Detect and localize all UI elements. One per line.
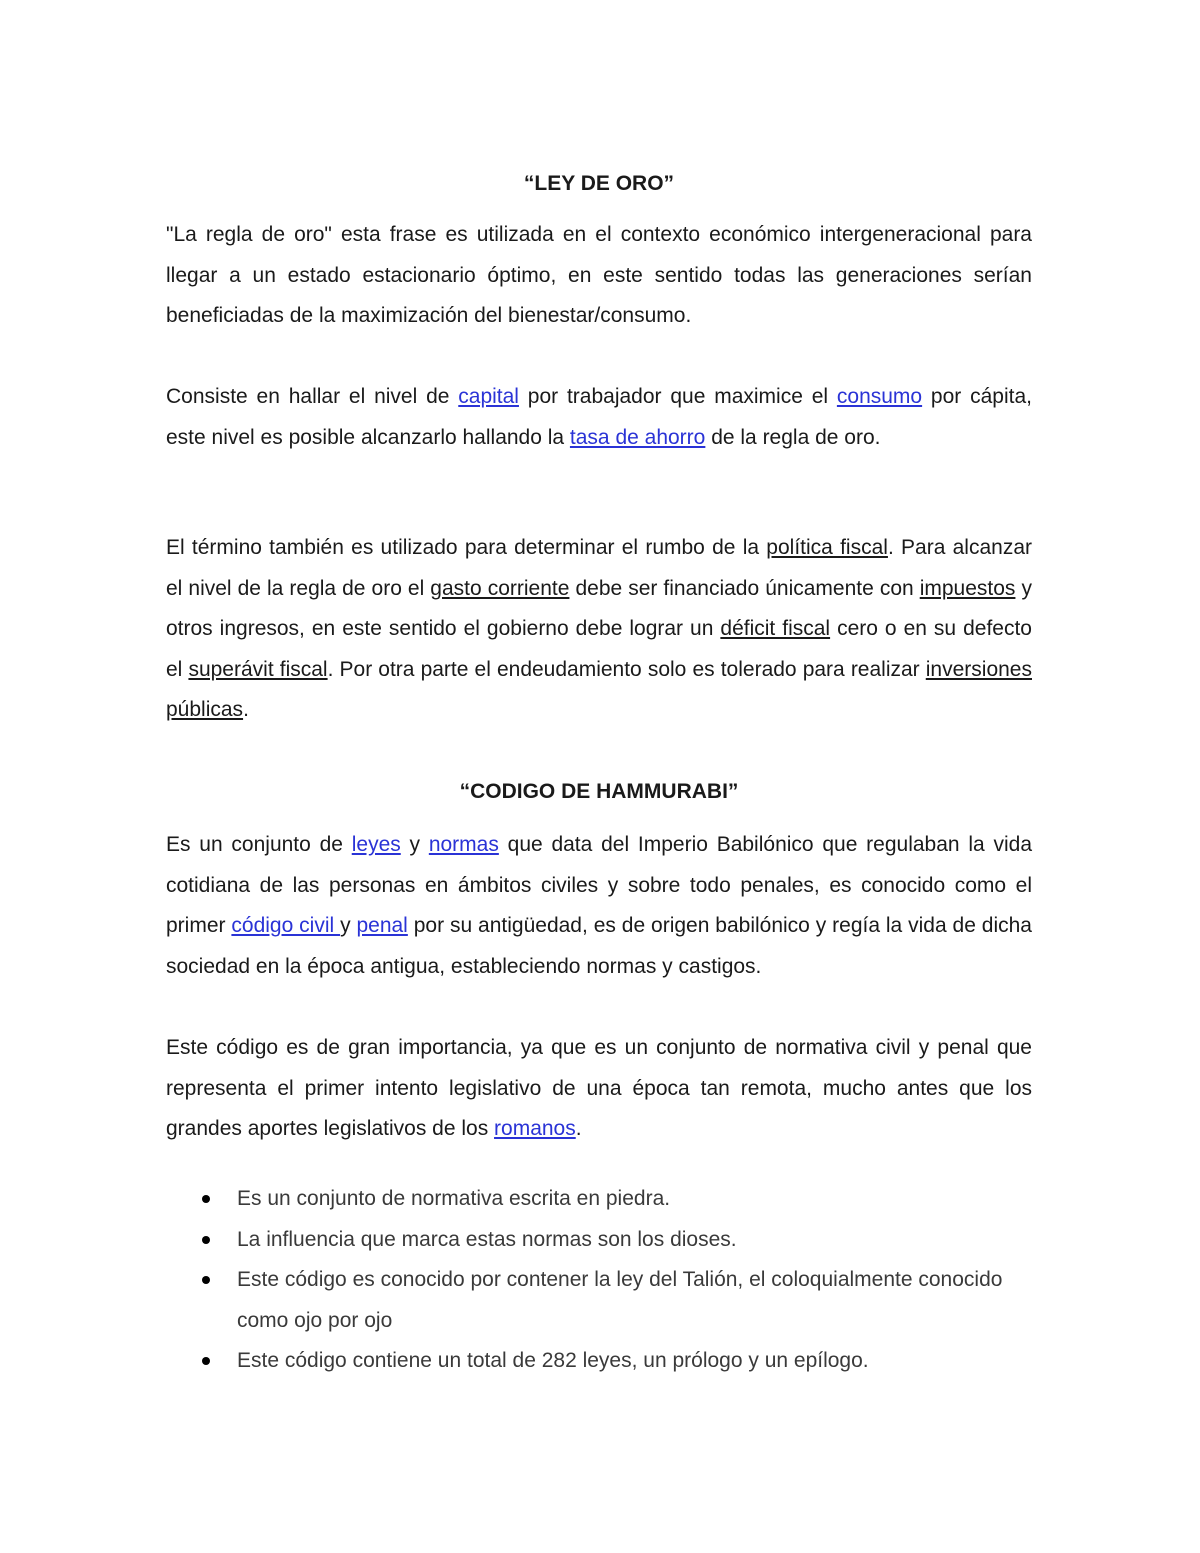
- link-superavit-fiscal[interactable]: superávit fiscal: [188, 657, 328, 681]
- text-run: que data del Imperio Babilónico que regulaban la vida cotidiana de las personas en ámbitos civiles y sobre todo penales, es conocido como el primer: [166, 833, 1033, 938]
- link-normas[interactable]: normas: [428, 833, 499, 856]
- list-item-text: Este código contiene un total de 282 leyes, un prólogo y un epílogo.: [237, 1349, 869, 1373]
- bullet-list: [166, 1179, 1032, 1382]
- link-capital[interactable]: capital: [458, 385, 519, 408]
- link-impuestos[interactable]: impuestos: [919, 576, 1016, 600]
- list-item: [166, 1179, 1032, 1220]
- text-run: .: [575, 1117, 582, 1141]
- link-penal[interactable]: penal: [356, 914, 408, 938]
- link-codigo-civil[interactable]: código civil: [231, 914, 341, 938]
- paragraph-regla-de-oro: "La regla de oro" esta frase es utilizada en el contexto económico intergeneracional para llegar a un estado estacionario óptimo, en este sentido todas las generaciones serían beneficiadas de la maximización del bienestar/consumo.: [166, 223, 1032, 328]
- link-tasa-de-ahorro[interactable]: tasa de ahorro: [569, 425, 706, 449]
- section-title-ley-de-oro: “LEY DE ORO”: [523, 172, 675, 195]
- list-item-text: Este código es conocido por contener la ley del Talión, el coloquialmente conocido como ojo por ojo: [237, 1268, 1003, 1332]
- text-run: por cápita, este nivel es posible alcanzarlo hallando la: [166, 385, 1032, 449]
- text-run: de la regla de oro.: [705, 425, 881, 449]
- list-item: [166, 1260, 1032, 1341]
- text-run: . Para alcanzar el nivel de la regla de oro el: [166, 536, 1032, 600]
- paragraph-hammurabi-importance: [166, 1028, 1032, 1150]
- link-gasto-corriente[interactable]: gasto corriente: [430, 576, 570, 600]
- text-run: . Por otra parte el endeudamiento solo es tolerado para realizar: [327, 657, 926, 681]
- link-romanos[interactable]: romanos: [494, 1117, 576, 1141]
- list-item-text: La influencia que marca estas normas son los dioses.: [237, 1227, 737, 1251]
- bullet-icon: [202, 1236, 210, 1244]
- paragraph-hammurabi-intro: [166, 825, 1032, 987]
- text-run: debe ser financiado únicamente con: [569, 576, 920, 600]
- link-inversiones-publicas[interactable]: inversiones públicas: [166, 657, 1032, 722]
- bullet-icon: [202, 1195, 210, 1203]
- text-run: .: [243, 698, 249, 722]
- text-run: Este código es de gran importancia, ya que es un conjunto de normativa civil y penal que representa el primer intento legislativo de una época tan remota, mucho antes que los grandes aportes legislativos de los: [166, 1036, 1032, 1141]
- text-run: Consiste en hallar el nivel de: [166, 385, 459, 408]
- text-run: por trabajador que maximice el: [518, 385, 837, 408]
- paragraph-politica-fiscal: [166, 528, 1032, 731]
- text-run: y otros ingresos, en este sentido el gobierno debe lograr un: [166, 576, 1032, 641]
- paragraph-capital: [166, 377, 1032, 458]
- list-item-text: Es un conjunto de normativa escrita en piedra.: [237, 1187, 671, 1210]
- link-leyes[interactable]: leyes: [351, 833, 401, 856]
- text-run: Es un conjunto de: [166, 833, 352, 856]
- text-run: cero o en su defecto el: [166, 617, 1032, 681]
- link-deficit-fiscal[interactable]: déficit fiscal: [720, 617, 831, 641]
- text-run: por su antigüedad, es de origen babilónico y regía la vida de dicha sociedad en la época antigua, estableciendo normas y castigos.: [166, 914, 1032, 978]
- list-item: [166, 1220, 1032, 1261]
- link-politica-fiscal[interactable]: política fiscal: [766, 536, 888, 559]
- text-run: y: [400, 833, 429, 856]
- bullet-icon: [202, 1357, 210, 1365]
- bullet-icon: [202, 1276, 210, 1284]
- section-title-codigo-hammurabi: “CODIGO DE HAMMURABI”: [459, 780, 739, 803]
- list-item: [166, 1341, 1032, 1382]
- text-run: y: [340, 914, 357, 938]
- link-consumo[interactable]: consumo: [836, 385, 923, 408]
- text-run: El término también es utilizado para determinar el rumbo de la: [166, 536, 767, 559]
